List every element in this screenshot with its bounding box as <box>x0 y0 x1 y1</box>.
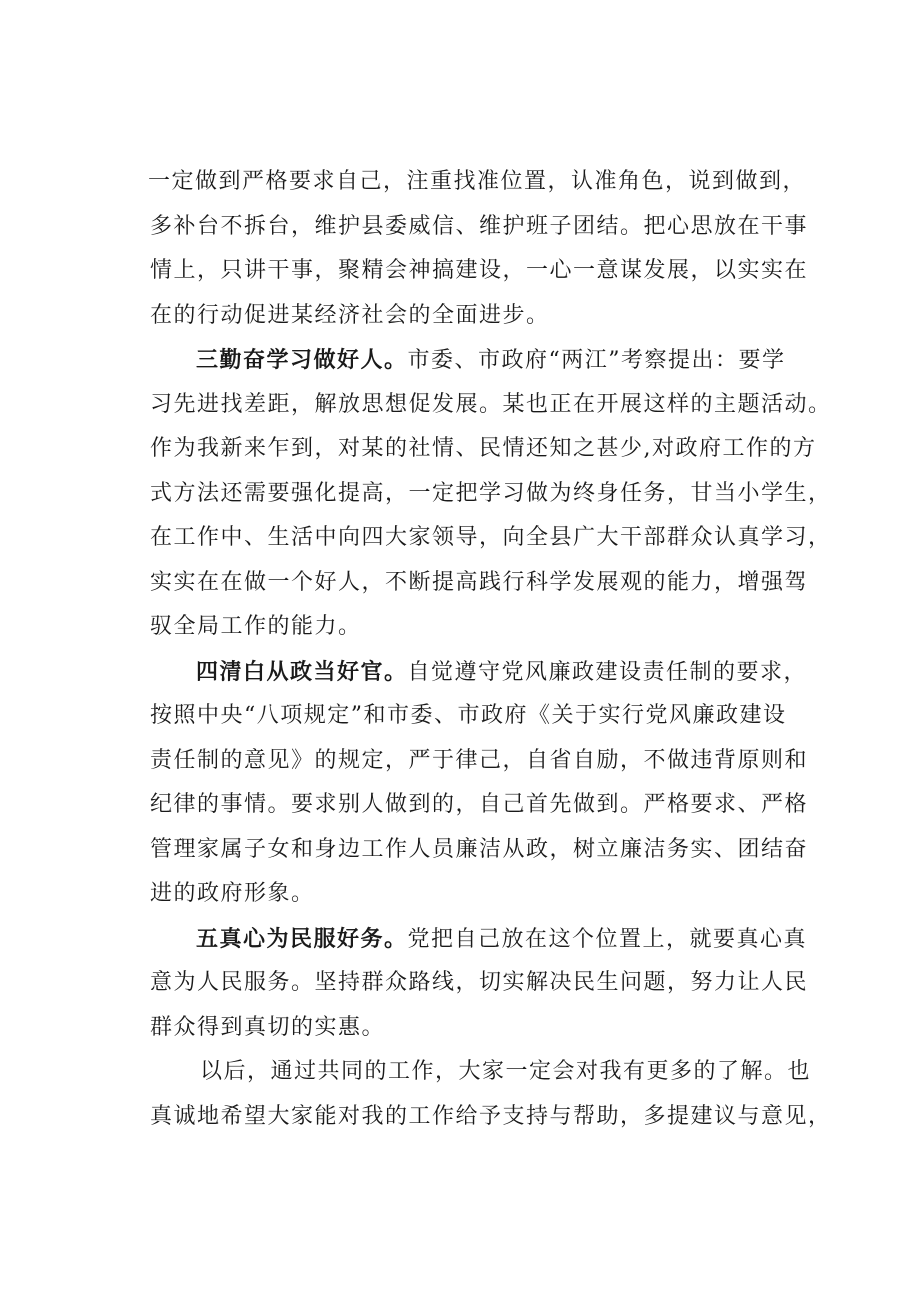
document-body <box>148 160 832 1139</box>
paragraph-line: 作为我新来乍到，对某的社情、民情还知之甚少,对政府工作的方 <box>150 436 817 461</box>
paragraph-line: 情上，只讲干事，聚精会神搞建设，一心一意谋发展，以实实在 <box>150 258 809 283</box>
paragraph-line: 进的政府形象。 <box>150 881 315 906</box>
paragraph-line: 纪律的事情。要求别人做到的，自己首先做到。严格要求、严格 <box>150 792 809 817</box>
paragraph-line: 按照中央“八项规定”和市委、市政府《关于实行党风廉政建设 <box>150 703 787 728</box>
section-text: 党把自己放在这个位置上，就要真心真 <box>407 926 808 952</box>
paragraph-line: 习先进找差距，解放思想促发展。某也正在开展这样的主题活动。 <box>150 391 832 417</box>
section-text: 市委、市政府“两江”考察提出：要学 <box>407 348 786 373</box>
paragraph-line: 责任制的意见》的规定，严于律己，自省自励，不做违背原则和 <box>150 747 809 773</box>
section-first-line <box>150 650 820 695</box>
paragraph-line: 驭全局工作的能力。 <box>150 614 362 639</box>
section-heading: 五真心为民服好务。 <box>196 925 408 952</box>
paragraph-line: 管理家属子女和身边工作人员廉洁从政，树立廉洁务实、团结奋 <box>150 836 809 862</box>
section-text: 自觉遵守党风廉政建设责任制的要求， <box>407 659 808 685</box>
section-first-line <box>150 338 820 383</box>
paragraph-line: 群众得到真切的实惠。 <box>150 1014 386 1040</box>
section-first-line <box>150 917 820 962</box>
paragraph-line: 以后，通过共同的工作，大家一定会对我有更多的了解。也 <box>200 1059 812 1084</box>
section-heading: 四清白从政当好官。 <box>196 658 408 685</box>
paragraph-line: 多补台不拆台，维护县委威信、维护班子团结。把心思放在干事 <box>150 213 809 239</box>
paragraph-line: 意为人民服务。坚持群众路线，切实解决民生问题，努力让人民 <box>150 970 809 995</box>
paragraph-line: 一定做到严格要求自己，注重找准位置，认准角色，说到做到， <box>148 169 807 194</box>
paragraph-line: 实实在在做一个好人，不断提高践行科学发展观的能力，增强驾 <box>150 569 809 595</box>
paragraph-line: 真诚地希望大家能对我的工作给予支持与帮助，多提建议与意见， <box>150 1103 832 1129</box>
paragraph-line: 式方法还需要强化提高，一定把学习做为终身任务，甘当小学生， <box>150 480 832 506</box>
paragraph-line: 在工作中、生活中向四大家领导，向全县广大干部群众认真学习， <box>150 525 832 550</box>
section-heading: 三勤奋学习做好人。 <box>196 347 408 373</box>
paragraph-line: 在的行动促进某经济社会的全面进步。 <box>150 302 550 328</box>
